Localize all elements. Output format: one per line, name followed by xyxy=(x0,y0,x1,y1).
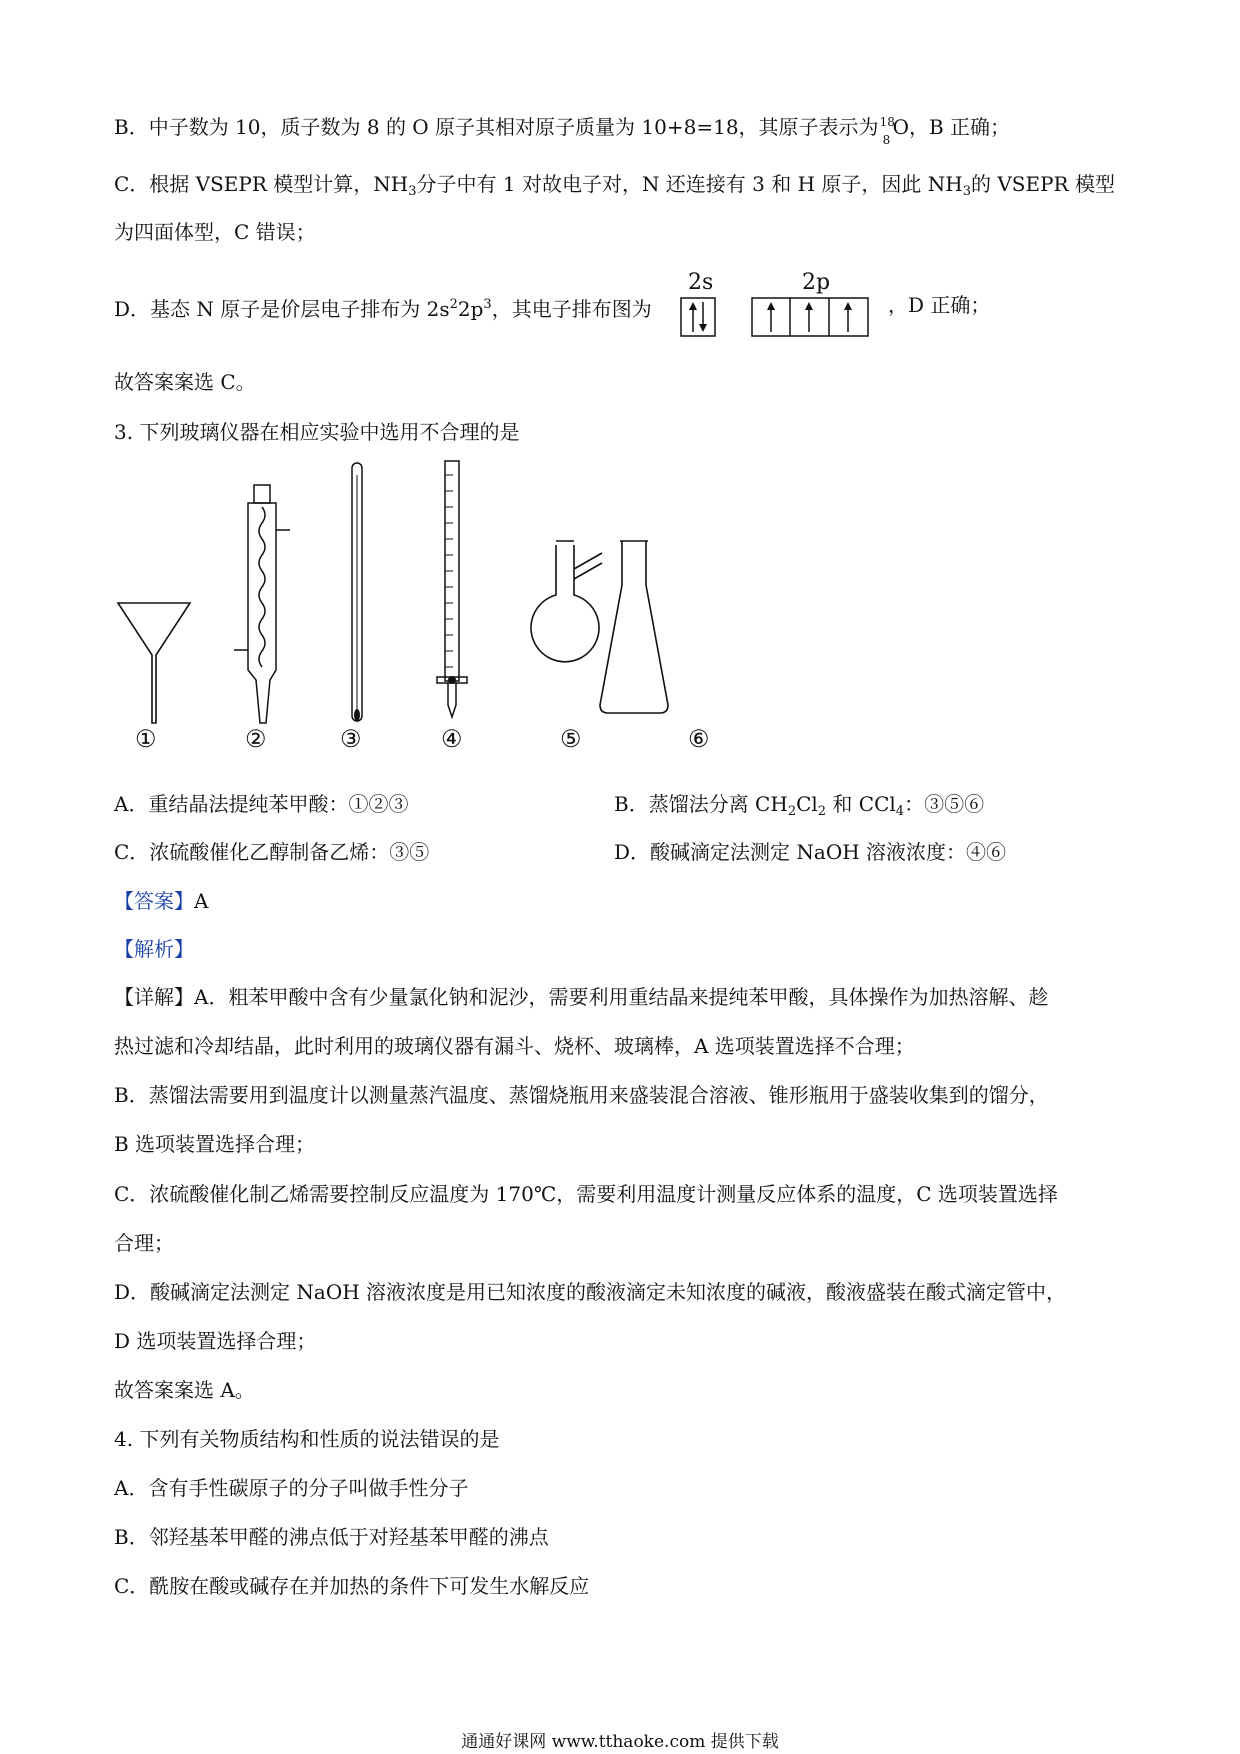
q3-detail-d2: D 选项装置选择合理； xyxy=(114,1329,317,1353)
thermometer-icon xyxy=(352,463,362,721)
funnel-icon xyxy=(118,603,190,723)
q2-analysis-c-line2: 为四面体型，C 错误； xyxy=(114,220,316,244)
text: Cl xyxy=(796,792,818,816)
up-arrow-icon xyxy=(844,302,852,332)
glassware-figure xyxy=(100,455,780,725)
up-arrow-icon xyxy=(767,302,775,332)
q3-detail-b2: B 选项装置选择合理； xyxy=(114,1132,316,1156)
answer-tag: 【答案】 xyxy=(114,889,194,913)
q3-answer xyxy=(114,887,208,915)
distillation-flask-icon xyxy=(531,541,602,662)
orbital-2s-box xyxy=(681,298,715,336)
q3-conclusion: 故答案案选 A。 xyxy=(114,1378,255,1402)
q2-conclusion: 故答案案选 C。 xyxy=(114,370,256,394)
q3-detail-d1: D．酸碱滴定法测定 NaOH 溶液浓度是用已知浓度的酸液滴定未知浓度的碱液，酸液盛装在酸式滴定管中， xyxy=(114,1280,1067,1304)
q3-stem: 3. 下列玻璃仪器在相应实验中选用不合理的是 xyxy=(114,420,520,444)
orbital-2s-label: 2s xyxy=(688,270,714,295)
q3-detail-b1: B．蒸馏法需要用到温度计以测量蒸汽温度、蒸馏烧瓶用来盛装混合溶液、锥形瓶用于盛装收集到的馏分， xyxy=(114,1083,1049,1107)
text: D．基态 N 原子是价层电子排布为 2s xyxy=(114,297,450,321)
subscript: 2 xyxy=(787,804,797,819)
superscript: 3 xyxy=(483,297,492,312)
q2-analysis-d xyxy=(114,291,652,323)
orbital-diagram xyxy=(680,296,880,340)
answer-value: A xyxy=(194,889,209,913)
up-arrow-icon xyxy=(689,302,697,332)
conical-flask-icon xyxy=(600,541,668,713)
text: 和 CCl xyxy=(826,792,896,816)
superscript: 2 xyxy=(449,297,458,312)
text: B．中子数为 10，质子数为 8 的 O 原子其相对原子质量为 10+8=18，其原子表示为 xyxy=(114,115,879,139)
text: ：③⑤⑥ xyxy=(904,792,985,816)
page-footer: 通通好课网 www.tthaoke.com 提供下载 xyxy=(461,1732,779,1752)
subscript: 4 xyxy=(895,804,905,819)
subscript: 3 xyxy=(962,184,971,199)
label-3: ③ xyxy=(340,725,362,753)
label-1: ① xyxy=(135,725,157,753)
q3-option-d: D．酸碱滴定法测定 NaOH 溶液浓度：④⑥ xyxy=(614,840,1007,864)
q4-stem: 4. 下列有关物质结构和性质的说法错误的是 xyxy=(114,1427,500,1451)
q2-analysis-b xyxy=(114,113,1011,147)
detail-tag: 【详解】 xyxy=(114,985,194,1009)
label-6: ⑥ xyxy=(688,725,710,753)
down-arrow-icon xyxy=(699,302,707,332)
subscript: 3 xyxy=(408,184,417,199)
text: O，B 正确； xyxy=(892,115,1011,139)
q3-option-b xyxy=(614,790,984,826)
analysis-tag: 【解析】 xyxy=(114,937,194,961)
q2-analysis-c-line1 xyxy=(114,170,1115,206)
text: ，其电子排布图为 xyxy=(491,297,652,321)
q3-detail-a2: 热过滤和冷却结晶，此时利用的玻璃仪器有漏斗、烧杯、玻璃棒，A 选项装置选择不合理； xyxy=(114,1034,915,1058)
label-5: ⑤ xyxy=(560,725,582,753)
q4-option-c: C．酰胺在酸或碱存在并加热的条件下可发生水解反应 xyxy=(114,1574,590,1598)
q3-detail-c2: 合理； xyxy=(114,1231,174,1255)
q4-option-a: A．含有手性碳原子的分子叫做手性分子 xyxy=(114,1476,469,1500)
q3-option-c: C．浓硫酸催化乙醇制备乙烯：③⑤ xyxy=(114,840,430,864)
text: 2p xyxy=(457,297,484,321)
q3-detail-c1: C．浓硫酸催化制乙烯需要控制反应温度为 170℃，需要利用温度计测量反应体系的温度，C 选项装置选择 xyxy=(114,1182,1058,1206)
mass-number: 18 xyxy=(879,115,895,129)
label-4: ④ xyxy=(441,725,463,753)
isotope-notation xyxy=(879,115,895,147)
q3-option-a: A．重结晶法提纯苯甲酸：①②③ xyxy=(114,792,409,816)
subscript: 2 xyxy=(817,804,827,819)
q3-detail-a1 xyxy=(114,983,1048,1011)
burette-icon xyxy=(437,461,467,717)
text: B．蒸馏法分离 CH xyxy=(614,792,788,816)
atomic-number: 8 xyxy=(882,133,891,147)
text: 的 VSEPR 模型 xyxy=(970,172,1115,196)
q4-option-b: B．邻羟基苯甲醛的沸点低于对羟基苯甲醛的沸点 xyxy=(114,1525,549,1549)
text: A．粗苯甲酸中含有少量氯化钠和泥沙，需要利用重结晶来提纯苯甲酸，具体操作为加热溶解、趁 xyxy=(194,985,1049,1009)
q3-analysis-tag xyxy=(114,935,194,963)
text: 分子中有 1 对故电子对，N 还连接有 3 和 H 原子，因此 NH xyxy=(416,172,963,196)
orbital-2p-box xyxy=(752,298,868,336)
orbital-2p-label: 2p xyxy=(802,270,831,295)
label-2: ② xyxy=(245,725,267,753)
up-arrow-icon xyxy=(805,302,813,332)
text: C．根据 VSEPR 模型计算，NH xyxy=(114,172,409,196)
q2-analysis-d-end: ，D 正确； xyxy=(888,293,991,317)
condenser-icon xyxy=(234,485,290,723)
